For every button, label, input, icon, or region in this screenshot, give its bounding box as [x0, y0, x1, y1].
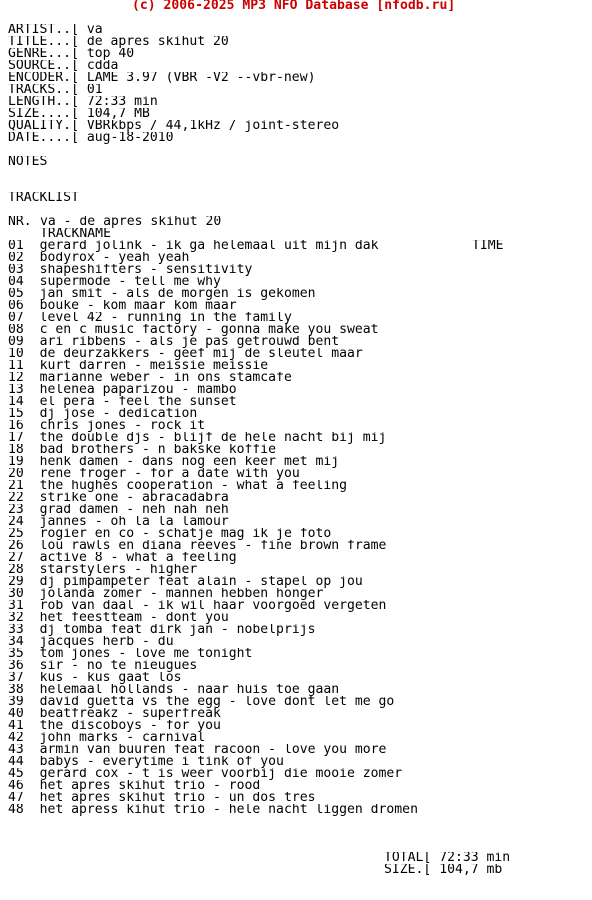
- track-name: jolanda zomer - mannen hebben honger: [39, 588, 324, 600]
- track-name: starstylers - higher: [39, 564, 198, 576]
- track-name: kus - kus gaat los: [39, 672, 182, 684]
- info-row: [8, 72, 339, 84]
- track-number: 19: [8, 456, 24, 468]
- track-number: 47: [8, 792, 24, 804]
- info-label: SIZE....[: [8, 108, 79, 120]
- track-row: [8, 468, 418, 480]
- info-label: TITLE...[: [8, 36, 79, 48]
- track-number: 11: [8, 360, 24, 372]
- track-row: [8, 444, 418, 456]
- track-name: het apres skihut trio - un dos tres: [39, 792, 316, 804]
- track-name: helenea paparizou - mambo: [39, 384, 237, 396]
- info-label: ARTIST..[: [8, 24, 79, 36]
- total-row: [384, 864, 510, 876]
- track-number: 42: [8, 732, 24, 744]
- track-name: supermode - tell me why: [39, 276, 221, 288]
- info-row: [8, 108, 339, 120]
- track-name: bouke - kom maar kom maar: [39, 300, 237, 312]
- track-number: 45: [8, 768, 24, 780]
- track-row: [8, 504, 418, 516]
- track-name: helemaal hollands - naar huis toe gaan: [39, 684, 340, 696]
- track-number: 03: [8, 264, 24, 276]
- track-row: [8, 480, 418, 492]
- column-nr: NR.: [8, 216, 32, 228]
- track-row: [8, 348, 418, 360]
- total-row: [384, 852, 510, 864]
- track-row: [8, 744, 418, 756]
- track-number: 46: [8, 780, 24, 792]
- track-row: [8, 288, 418, 300]
- track-number: 33: [8, 624, 24, 636]
- track-name: rene froger - for a date with you: [39, 468, 300, 480]
- track-number: 37: [8, 672, 24, 684]
- info-value: 72:33 min: [86, 96, 158, 108]
- track-number: 28: [8, 564, 24, 576]
- track-row: [8, 576, 418, 588]
- info-label: DATE....[: [8, 132, 79, 144]
- track-row: [8, 300, 418, 312]
- total-value: 104,7 mb: [439, 864, 503, 876]
- track-row: [8, 516, 418, 528]
- track-number: 31: [8, 600, 24, 612]
- track-name: the double djs - blijf de hele nacht bij mij: [39, 432, 387, 444]
- info-value: 104,7 MB: [86, 108, 150, 120]
- track-number: 38: [8, 684, 24, 696]
- track-number: 44: [8, 756, 24, 768]
- track-name: active 8 - what a feeling: [39, 552, 237, 564]
- track-row: [8, 804, 418, 816]
- track-number: 18: [8, 444, 24, 456]
- track-row: [8, 336, 418, 348]
- track-name: lou rawls en diana reeves - fine brown frame: [39, 540, 387, 552]
- track-row: [8, 252, 418, 264]
- track-name: strike one - abracadabra: [39, 492, 229, 504]
- track-row: [8, 672, 418, 684]
- track-name: het apress kihut trio - hele nacht liggen dromen: [39, 804, 418, 816]
- track-row: [8, 372, 418, 384]
- track-number: 05: [8, 288, 24, 300]
- track-name: henk damen - dans nog een keer met mij: [39, 456, 340, 468]
- track-number: 41: [8, 720, 24, 732]
- track-row: [8, 660, 418, 672]
- track-row: [8, 264, 418, 276]
- track-row: [8, 780, 418, 792]
- track-number: 40: [8, 708, 24, 720]
- track-number: 27: [8, 552, 24, 564]
- track-row: [8, 720, 418, 732]
- track-number: 01: [8, 240, 24, 252]
- track-row: [8, 456, 418, 468]
- track-row: [8, 432, 418, 444]
- track-row: [8, 684, 418, 696]
- track-row: [8, 708, 418, 720]
- track-row: [8, 312, 418, 324]
- track-number: 26: [8, 540, 24, 552]
- info-row: [8, 36, 339, 48]
- track-number: 23: [8, 504, 24, 516]
- track-name: dj tomba feat dirk jan - nobelprijs: [39, 624, 316, 636]
- track-name: the discoboys - for you: [39, 720, 221, 732]
- info-row: [8, 24, 339, 36]
- info-row: [8, 132, 339, 144]
- track-row: [8, 648, 418, 660]
- track-row: [8, 384, 418, 396]
- total-label: TOTAL[: [384, 852, 432, 864]
- track-name: jacques herb - du: [39, 636, 174, 648]
- track-number: 22: [8, 492, 24, 504]
- info-label: QUALITY.[: [8, 120, 79, 132]
- column-time: TIME: [472, 240, 504, 252]
- track-number: 29: [8, 576, 24, 588]
- track-number: 09: [8, 336, 24, 348]
- info-value: VBRkbps / 44,1kHz / joint-stereo: [86, 120, 340, 132]
- totals-block: [384, 852, 510, 876]
- track-row: [8, 792, 418, 804]
- total-label: SIZE.[: [384, 864, 432, 876]
- info-row: [8, 120, 339, 132]
- track-number: 15: [8, 408, 24, 420]
- info-row: [8, 96, 339, 108]
- track-name: david guetta vs the egg - love dont let me go: [39, 696, 395, 708]
- track-name: het apres skihut trio - rood: [39, 780, 261, 792]
- track-row: [8, 624, 418, 636]
- track-number: 10: [8, 348, 24, 360]
- track-number: 36: [8, 660, 24, 672]
- column-trackname: TRACKNAME: [40, 228, 111, 240]
- info-value: cdda: [86, 60, 119, 72]
- track-name: sir - no te nieugues: [39, 660, 198, 672]
- info-label: ENCODER.[: [8, 72, 79, 84]
- track-name: armin van buuren feat racoon - love you more: [39, 744, 387, 756]
- info-value: aug-18-2010: [86, 132, 174, 144]
- track-row: [8, 528, 418, 540]
- track-name: shapeshifters - sensitivity: [39, 264, 253, 276]
- track-number: 30: [8, 588, 24, 600]
- track-name: ari ribbens - als je pas getrouwd bent: [39, 336, 340, 348]
- tracklist-heading: TRACKLIST: [8, 192, 79, 204]
- track-row: [8, 696, 418, 708]
- track-row: [8, 240, 418, 252]
- total-value: 72:33 min: [439, 852, 511, 864]
- track-name: dj jose - dedication: [39, 408, 198, 420]
- track-name: babys - everytime i tink of you: [39, 756, 284, 768]
- track-name: tom jones - love me tonight: [39, 648, 253, 660]
- info-label: GENRE...[: [8, 48, 79, 60]
- track-row: [8, 564, 418, 576]
- track-number: 12: [8, 372, 24, 384]
- info-value: 01: [86, 84, 103, 96]
- track-number: 06: [8, 300, 24, 312]
- track-row: [8, 588, 418, 600]
- track-number: 34: [8, 636, 24, 648]
- track-name: jan smit - als de morgen is gekomen: [39, 288, 316, 300]
- track-number: 24: [8, 516, 24, 528]
- track-row: [8, 360, 418, 372]
- track-number: 32: [8, 612, 24, 624]
- info-row: [8, 48, 339, 60]
- track-name: kurt darren - meissie meissie: [39, 360, 269, 372]
- track-name: chris jones - rock it: [39, 420, 206, 432]
- track-number: 20: [8, 468, 24, 480]
- album-line: va - de apres skihut 20: [40, 216, 222, 228]
- track-name: grad damen - neh nah neh: [39, 504, 229, 516]
- track-number: 21: [8, 480, 24, 492]
- track-row: [8, 552, 418, 564]
- track-row: [8, 756, 418, 768]
- track-name: bodyrox - yeah yeah: [39, 252, 190, 264]
- info-value: va: [86, 24, 103, 36]
- info-block: [8, 24, 339, 144]
- track-name: jannes - oh la la lamour: [39, 516, 229, 528]
- track-row: [8, 636, 418, 648]
- track-row: [8, 324, 418, 336]
- track-row: [8, 768, 418, 780]
- info-value: LAME 3.97 (VBR -V2 --vbr-new): [86, 72, 316, 84]
- info-label: SOURCE..[: [8, 60, 79, 72]
- track-number: 08: [8, 324, 24, 336]
- track-number: 14: [8, 396, 24, 408]
- track-row: [8, 492, 418, 504]
- track-number: 39: [8, 696, 24, 708]
- nfodb-header: (c) 2006-2025 MP3 NFO Database [nfodb.ru]: [132, 0, 456, 12]
- track-number: 04: [8, 276, 24, 288]
- track-name: de deurzakkers - geef mij de sleutel maar: [39, 348, 363, 360]
- track-row: [8, 732, 418, 744]
- track-number: 35: [8, 648, 24, 660]
- track-row: [8, 540, 418, 552]
- track-row: [8, 420, 418, 432]
- track-name: john marks - carnival: [39, 732, 206, 744]
- track-number: 25: [8, 528, 24, 540]
- info-value: de apres skihut 20: [86, 36, 229, 48]
- track-name: gerard jolink - ik ga helemaal uit mijn dak: [39, 240, 379, 252]
- info-row: [8, 84, 339, 96]
- track-name: bad brothers - n bakske koffie: [39, 444, 277, 456]
- track-name: the hughes cooperation - what a feeling: [39, 480, 348, 492]
- track-row: [8, 408, 418, 420]
- track-row: [8, 612, 418, 624]
- track-name: gerard cox - t is weer voorbij die mooie zomer: [39, 768, 403, 780]
- track-number: 16: [8, 420, 24, 432]
- track-name: c en c music factory - gonna make you sweat: [39, 324, 379, 336]
- track-number: 48: [8, 804, 24, 816]
- track-list: [8, 240, 418, 816]
- track-row: [8, 396, 418, 408]
- track-row: [8, 276, 418, 288]
- track-name: marianne weber - in ons stamcafe: [39, 372, 292, 384]
- track-number: 13: [8, 384, 24, 396]
- track-name: el pera - feel the sunset: [39, 396, 237, 408]
- track-name: dj pimpampeter feat alain - stapel op jou: [39, 576, 363, 588]
- info-value: top 40: [86, 48, 135, 60]
- track-name: rogier en co - schatje mag ik je foto: [39, 528, 332, 540]
- track-row: [8, 600, 418, 612]
- info-row: [8, 60, 339, 72]
- track-number: 17: [8, 432, 24, 444]
- track-name: rob van daal - ik wil haar voorgoed vergeten: [39, 600, 387, 612]
- info-label: LENGTH..[: [8, 96, 79, 108]
- track-number: 02: [8, 252, 24, 264]
- track-name: het feestteam - dont you: [39, 612, 229, 624]
- track-number: 07: [8, 312, 24, 324]
- notes-heading: NOTES: [8, 156, 48, 168]
- info-label: TRACKS..[: [8, 84, 79, 96]
- track-name: beatfreakz - superfreak: [39, 708, 221, 720]
- track-name: level 42 - running in the family: [39, 312, 292, 324]
- track-number: 43: [8, 744, 24, 756]
